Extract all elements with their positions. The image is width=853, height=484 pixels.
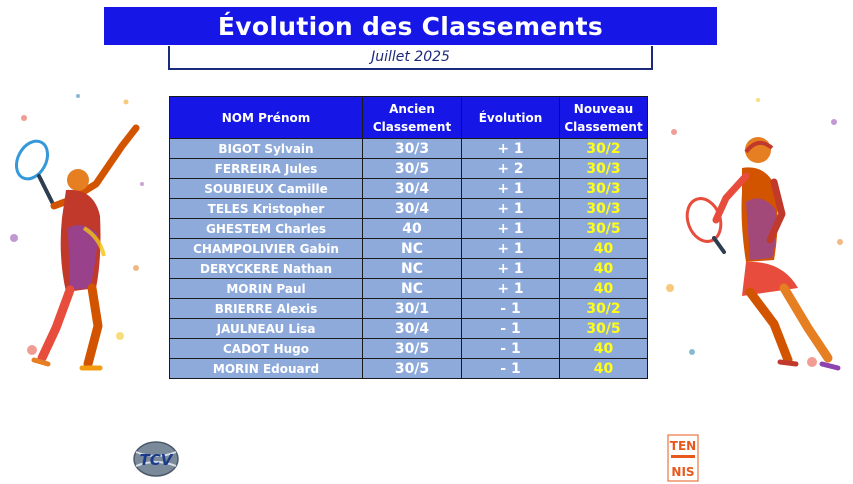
new-ranking: 30/2 <box>560 139 648 159</box>
player-name: CADOT Hugo <box>170 339 363 359</box>
new-ranking: 40 <box>560 259 648 279</box>
tennis-player-forehand-watercolor-icon <box>662 92 848 382</box>
player-name: SOUBIEUX Camille <box>170 179 363 199</box>
old-ranking: NC <box>363 239 462 259</box>
evolution: + 1 <box>462 199 560 219</box>
evolution: + 1 <box>462 139 560 159</box>
header-evolution-label: Évolution <box>478 110 543 125</box>
period-subtitle: Juillet 2025 <box>168 46 653 70</box>
table-row <box>170 299 648 319</box>
table-row <box>170 219 648 239</box>
new-ranking: 40 <box>560 359 648 379</box>
evolution: + 1 <box>462 259 560 279</box>
new-ranking: 30/3 <box>560 159 648 179</box>
header-name <box>170 97 363 139</box>
old-ranking: 30/5 <box>363 159 462 179</box>
player-name: BIGOT Sylvain <box>170 139 363 159</box>
table-row <box>170 159 648 179</box>
player-name: CHAMPOLIVIER Gabin <box>170 239 363 259</box>
header-new-line1: Nouveau <box>573 101 634 116</box>
new-ranking: 30/3 <box>560 199 648 219</box>
tcv-logo-text: TCV <box>139 451 173 469</box>
player-name: BRIERRE Alexis <box>170 299 363 319</box>
table-row <box>170 359 648 379</box>
player-name: JAULNEAU Lisa <box>170 319 363 339</box>
rankings-table <box>169 96 648 379</box>
evolution: - 1 <box>462 319 560 339</box>
table-row <box>170 259 648 279</box>
tcv-tennis-ball-logo-icon <box>132 440 180 478</box>
new-ranking: 40 <box>560 339 648 359</box>
new-ranking: 40 <box>560 279 648 299</box>
player-name: MORIN Edouard <box>170 359 363 379</box>
evolution: + 2 <box>462 159 560 179</box>
new-ranking: 30/5 <box>560 219 648 239</box>
old-ranking: 30/4 <box>363 319 462 339</box>
tennis-logo-line1: TEN <box>669 439 697 453</box>
header-new-line2: Classement <box>564 119 643 134</box>
old-ranking: 30/5 <box>363 339 462 359</box>
evolution: - 1 <box>462 299 560 319</box>
table-row <box>170 339 648 359</box>
player-name: GHESTEM Charles <box>170 219 363 239</box>
evolution: - 1 <box>462 339 560 359</box>
player-name: MORIN Paul <box>170 279 363 299</box>
evolution: + 1 <box>462 279 560 299</box>
old-ranking: 30/3 <box>363 139 462 159</box>
table-row <box>170 239 648 259</box>
player-name: TELES Kristopher <box>170 199 363 219</box>
page-title: Évolution des Classements <box>104 7 717 45</box>
player-name: FERREIRA Jules <box>170 159 363 179</box>
old-ranking: 30/4 <box>363 179 462 199</box>
evolution: + 1 <box>462 239 560 259</box>
evolution: - 1 <box>462 359 560 379</box>
table-row <box>170 139 648 159</box>
old-ranking: NC <box>363 259 462 279</box>
new-ranking: 40 <box>560 239 648 259</box>
header-evolution <box>462 97 560 139</box>
evolution: + 1 <box>462 179 560 199</box>
header-old-line2: Classement <box>372 119 452 134</box>
player-name: DERYCKERE Nathan <box>170 259 363 279</box>
tennis-logo-line2: NIS <box>671 465 695 479</box>
table-row <box>170 199 648 219</box>
table-row <box>170 279 648 299</box>
table-row <box>170 179 648 199</box>
new-ranking: 30/2 <box>560 299 648 319</box>
header-old-ranking <box>363 97 462 139</box>
new-ranking: 30/5 <box>560 319 648 339</box>
table-header-row <box>170 97 648 139</box>
old-ranking: 30/4 <box>363 199 462 219</box>
old-ranking: NC <box>363 279 462 299</box>
old-ranking: 30/1 <box>363 299 462 319</box>
evolution: + 1 <box>462 219 560 239</box>
table-row <box>170 319 648 339</box>
header-name-label: NOM Prénom <box>221 110 311 125</box>
old-ranking: 30/5 <box>363 359 462 379</box>
fft-tennis-logo-icon <box>667 434 699 482</box>
new-ranking: 30/3 <box>560 179 648 199</box>
tennis-player-serving-watercolor-icon <box>8 88 148 383</box>
old-ranking: 40 <box>363 219 462 239</box>
header-old-line1: Ancien <box>389 101 435 116</box>
header-new-ranking <box>560 97 648 139</box>
